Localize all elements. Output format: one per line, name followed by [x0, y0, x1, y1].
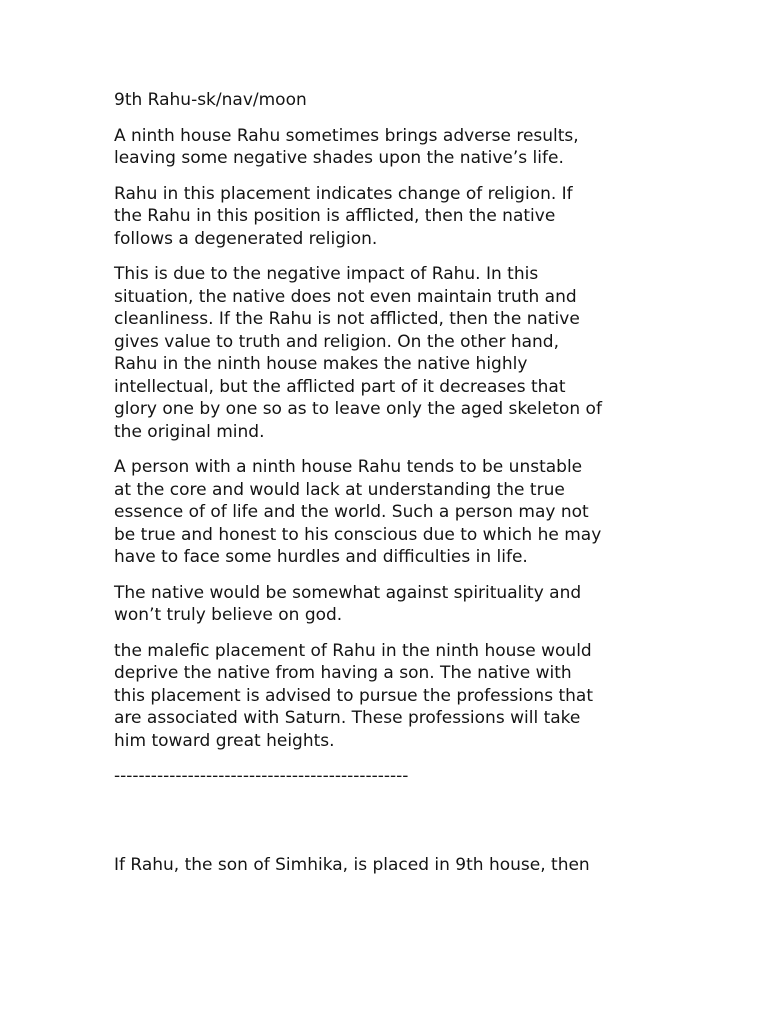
paragraph-line: be true and honest to his conscious due to which he may: [114, 524, 602, 545]
paragraph-line: The native would be somewhat against spirituality and: [114, 582, 582, 603]
paragraph-line: Rahu in this placement indicates change of religion. If: [114, 183, 573, 204]
paragraph-line: this placement is advised to pursue the professions that: [114, 685, 593, 706]
paragraph-1: [114, 125, 654, 170]
document-body: [114, 89, 654, 889]
paragraph-line: leaving some negative shades upon the native’s life.: [114, 148, 564, 168]
paragraph-line: at the core and would lack at understanding the true: [114, 479, 565, 500]
paragraph-line: the original mind.: [114, 421, 265, 442]
paragraph-line: cleanliness. If the Rahu is not afflicted, then the native: [114, 309, 580, 329]
paragraph-5: [114, 582, 654, 627]
paragraph-4: [114, 456, 654, 569]
paragraph-line: This is due to the negative impact of Rahu. In this: [114, 264, 539, 284]
paragraph-line: have to face some hurdles and difficulties in life.: [114, 547, 528, 567]
paragraph-line: intellectual, but the afflicted part of it decreases that: [114, 376, 566, 397]
paragraph-line: won’t truly believe on god.: [114, 605, 343, 625]
paragraph-2: [114, 183, 654, 251]
blank-space: [114, 801, 654, 854]
paragraph-line: follows a degenerated religion.: [114, 228, 378, 249]
paragraph-line: glory one by one so as to leave only the aged skeleton of: [114, 399, 602, 419]
paragraph-3: [114, 263, 654, 443]
paragraph-line: gives value to truth and religion. On the other hand,: [114, 331, 559, 352]
last-line: If Rahu, the son of Simhika, is placed in 9th house, then: [114, 854, 590, 875]
paragraph-6: [114, 640, 654, 753]
paragraph-line: Rahu in the ninth house makes the native highly: [114, 354, 528, 374]
paragraph-line: situation, the native does not even maintain truth and: [114, 286, 577, 307]
paragraph-line: essence of of life and the world. Such a person may not: [114, 502, 589, 522]
separator-line: ------------------------------------------------: [114, 766, 409, 786]
paragraph-line: the Rahu in this position is afflicted, then the native: [114, 206, 556, 226]
paragraph-line: A ninth house Rahu sometimes brings adverse results,: [114, 125, 579, 146]
paragraph-line: deprive the native from having a son. The native with: [114, 663, 572, 683]
document-heading: 9th Rahu-sk/nav/moon: [114, 90, 307, 110]
paragraph-line: A person with a ninth house Rahu tends to be unstable: [114, 457, 583, 477]
paragraph-line: are associated with Saturn. These professions will take: [114, 708, 581, 728]
paragraph-line: the malefic placement of Rahu in the ninth house would: [114, 640, 592, 661]
paragraph-line: him toward great heights.: [114, 730, 335, 751]
